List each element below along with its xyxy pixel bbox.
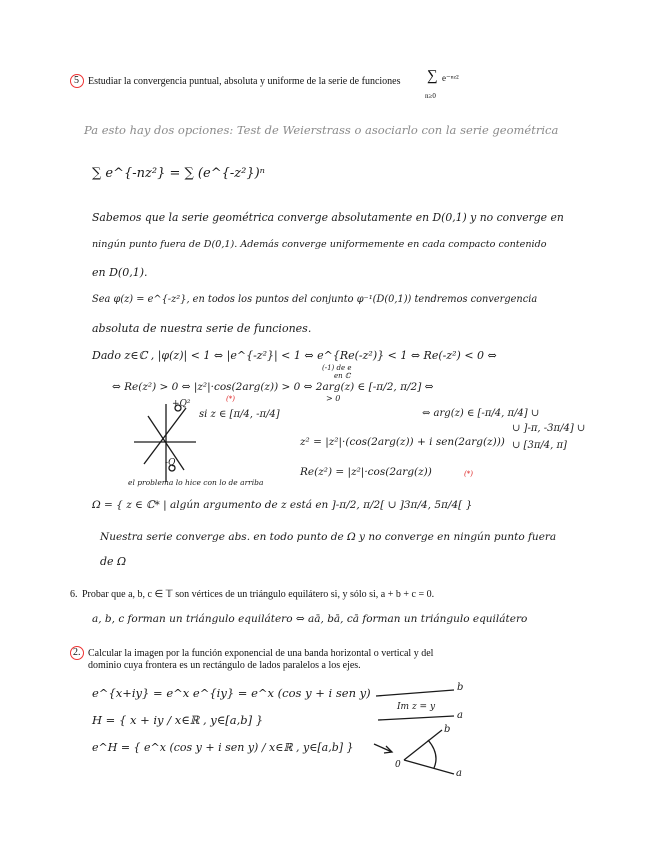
band-label-a: a — [457, 710, 463, 721]
band-top-line — [376, 690, 454, 696]
band-diagram — [370, 678, 490, 788]
note-arg-union-3: ∪ [3π/4, π] — [512, 440, 567, 451]
exercise-2-statement-1: Calcular la imagen por la función exponencial de una banda horizontal o vertical y del — [88, 648, 434, 659]
note-sum-equality: ∑ e^{-nz²} = ∑ (e^{-z²})ⁿ — [92, 166, 265, 181]
note-conclusion-end: de Ω — [100, 555, 127, 568]
origin-label: 0 — [395, 760, 401, 770]
series-index: n≥0 — [425, 92, 436, 100]
exercise-2-note-H: H = { x + iy / x∈ℝ , y∈[a,b] } — [92, 713, 264, 727]
note-omega: Ω = { z ∈ ℂ* | algún argumento de z está en ]-π/2, π/2[ ∪ ]3π/4, 5π/4[ } — [92, 499, 473, 511]
annot-minus-q: -Q — [165, 458, 176, 468]
arrow-shaft — [374, 744, 392, 752]
exercise-5-statement: Estudiar la convergencia puntual, absoluta y uniforme de la serie de funciones — [88, 76, 401, 87]
note-re-z2: ⇔ Re(z²) > 0 ⇔ |z²|·cos(2arg(z)) > 0 ⇔ 2arg(z) ∈ [-π/2, π/2] ⇔ — [112, 381, 434, 393]
exercise-2-note-exp: e^{x+iy} = e^x e^{iy} = e^x (cos y + i sen y) — [92, 686, 371, 700]
note-conclusion: Nuestra serie converge abs. en todo punto de Ω y no converge en ningún punto fuera — [100, 531, 557, 543]
exercise-6-number: 6. — [70, 589, 78, 600]
note-dado-z: Dado z∈ℂ , |φ(z)| < 1 ⇔ |e^{-z²}| < 1 ⇔ e^{Re(-z²)} < 1 ⇔ Re(-z²) < 0 ⇔ — [92, 349, 497, 362]
note-z2-polar: z² = |z²|·(cos(2arg(z)) + i sen(2arg(z))) — [300, 436, 505, 448]
exercise-2-number: 2. — [73, 647, 81, 658]
band-label-b: b — [457, 682, 464, 693]
note-si-z: si z ∈ [π/4, -π/4] — [199, 409, 280, 420]
exercise-6-note: a, b, c forman un triángulo equilátero ⇔ aā, bā, cā forman un triángulo equilátero — [92, 613, 528, 625]
note-re-z2-cos: Re(z²) = |z²|·cos(2arg(z)) — [300, 466, 432, 478]
exercise-6-statement: Probar que a, b, c ∈ 𝕋 son vértices de un triángulo equilátero si, y sólo si, a + b + c = 0. — [82, 589, 435, 600]
sector-diagram — [120, 398, 240, 488]
note-sea-phi: Sea φ(z) = e^{-z²}, en todos los puntos del conjunto φ⁻¹(D(0,1)) tendremos convergencia — [92, 294, 538, 305]
diagram-diag-up — [144, 408, 186, 464]
band-label-im: Im z = y — [397, 702, 436, 712]
note-options: Pa esto hay dos opciones: Test de Weierstrass o asociarlo con la serie geométrica — [84, 123, 559, 137]
annot-gt-zero: > 0 — [326, 394, 341, 403]
series-term: e⁻ⁿᶻ² — [442, 73, 459, 83]
annot-one-de: (-1) de e — [322, 364, 352, 372]
ray-label-a: a — [456, 768, 462, 779]
annot-plus-q: +Q² — [172, 399, 191, 409]
series-symbol: ∑ — [427, 68, 438, 84]
ray-a — [404, 760, 454, 774]
angle-arc — [428, 740, 436, 768]
annot-en-c: en ℂ — [334, 372, 351, 380]
exercise-5-number: 5 — [74, 75, 79, 86]
band-bottom-line — [378, 716, 454, 720]
note-geometric-1: Sabemos que la serie geométrica converge absolutamente en D(0,1) y no converge en — [92, 211, 564, 224]
diagram-point-top — [175, 405, 181, 411]
note-arg-union-1: ⇔ arg(z) ∈ [-π/4, π/4] ∪ — [422, 408, 540, 419]
note-geometric-3: en D(0,1). — [92, 266, 148, 279]
note-absolute: absoluta de nuestra serie de funciones. — [92, 322, 312, 335]
exercise-2-note-eH: e^H = { e^x (cos y + i sen y) / x∈ℝ , y∈[a,b] } — [92, 741, 354, 754]
annot-star-2: (*) — [464, 470, 473, 478]
note-problem-hint: el problema lo hice con lo de arriba — [128, 478, 264, 487]
note-arg-union-2: ∪ ]-π, -3π/4] ∪ — [512, 423, 586, 434]
annot-star-1: (*) — [226, 395, 235, 403]
ray-label-b: b — [444, 724, 451, 735]
diagram-point-bottom — [169, 465, 175, 471]
note-geometric-2: ningún punto fuera de D(0,1). Además converge uniformemente en cada compacto contenido — [92, 239, 547, 250]
exercise-2-statement-2: dominio cuya frontera es un rectángulo de lados paralelos a los ejes. — [88, 660, 361, 671]
